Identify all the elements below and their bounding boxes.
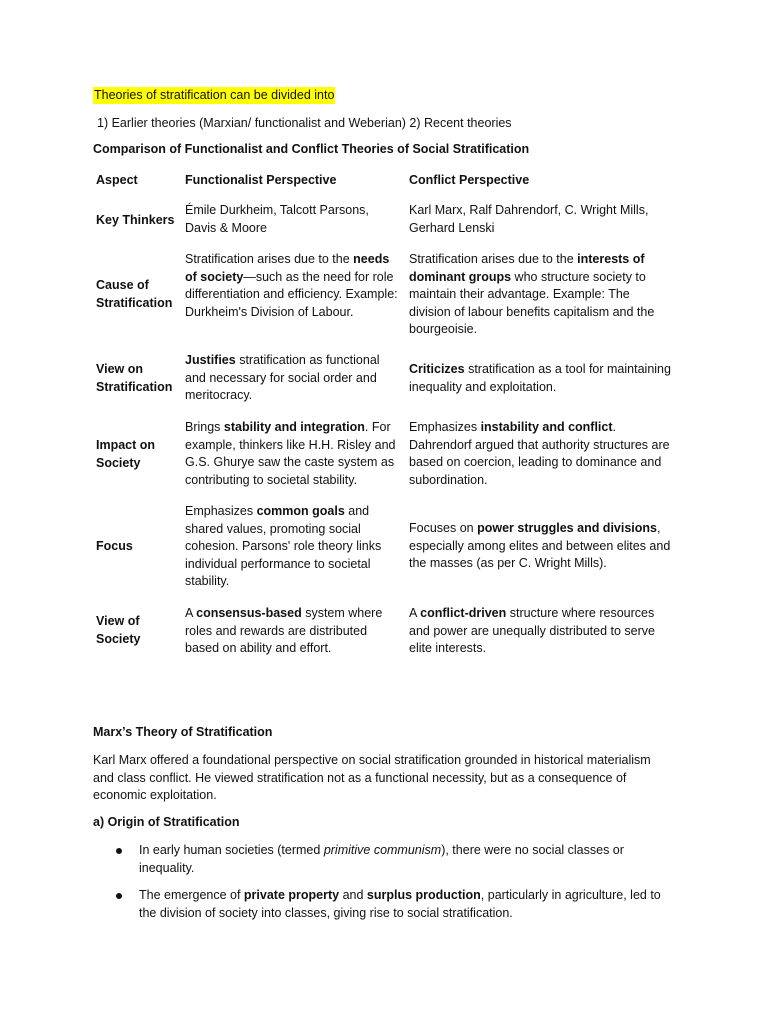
- text-run: Emphasizes: [185, 504, 257, 518]
- text-run: Emphasizes: [409, 420, 481, 434]
- row-functionalist: [185, 352, 403, 405]
- text-run: Émile Durkheim, Talcott Parsons, Davis & Moore: [185, 203, 369, 235]
- row-functionalist: [185, 503, 403, 591]
- list-item: [139, 887, 679, 922]
- bold-text: consensus-based: [196, 606, 302, 620]
- row-aspect: View on Stratification: [96, 362, 173, 394]
- text-run: stratification as a tool for maintaining inequality and exploitation.: [409, 362, 671, 394]
- text-run: . For example, thinkers like H.H. Risley and G.S. Ghurye saw the caste system as contributing to societal stability.: [185, 420, 396, 487]
- text-run: A: [409, 606, 421, 620]
- text-run: and: [339, 888, 367, 902]
- row-aspect: Key Thinkers: [96, 213, 175, 227]
- text-run: The emergence of: [139, 888, 244, 902]
- bold-text: instability and conflict: [480, 420, 613, 434]
- text-run: . Dahrendorf argued that authority structures are based on coercion, leading to dominance and subordination.: [409, 420, 670, 487]
- row-aspect: View of Society: [96, 614, 141, 646]
- text-run: In early human societies (termed: [139, 843, 324, 857]
- text-run: , particularly in agriculture, led to the division of society into classes, giving rise to social stratification.: [139, 888, 661, 920]
- text-run: system where roles and rewards are distributed based on ability and effort.: [185, 606, 383, 655]
- highlighted-heading: Theories of stratification can be divided into: [94, 88, 335, 102]
- row-functionalist: [185, 202, 403, 237]
- bold-text: surplus production: [366, 888, 481, 902]
- text-run: stratification as functional and necessary for social order and meritocracy.: [185, 353, 380, 402]
- text-run: structure where resources and power are unequally distributed to serve elite interests.: [409, 606, 655, 655]
- row-conflict: [409, 251, 674, 339]
- bold-text: stability and integration: [223, 420, 365, 434]
- row-conflict: [409, 419, 674, 489]
- italic-text: primitive communism: [323, 843, 442, 857]
- row-aspect: Focus: [96, 539, 133, 553]
- text-run: A: [185, 606, 197, 620]
- text-run: Focuses on: [409, 521, 478, 535]
- bold-text: needs of society: [185, 252, 390, 284]
- bold-text: interests of dominant groups: [409, 252, 645, 284]
- bold-text: common goals: [256, 504, 345, 518]
- bold-text: power struggles and divisions: [477, 521, 657, 535]
- header-aspect: Aspect: [96, 173, 138, 187]
- bullet-dot: [116, 848, 122, 854]
- subsection-title: a) Origin of Stratification: [93, 815, 240, 829]
- row-functionalist: [185, 605, 403, 658]
- intro-line: 1) Earlier theories (Marxian/ functionalist and Weberian) 2) Recent theories: [97, 116, 512, 130]
- row-conflict: [409, 605, 674, 658]
- row-functionalist: [185, 251, 403, 321]
- text-run: , especially among elites and between elites and the masses (as per C. Wright Mills).: [409, 521, 671, 570]
- header-functionalist: Functionalist Perspective: [185, 173, 337, 187]
- bold-text: Criticizes: [409, 362, 465, 376]
- row-aspect: Cause of Stratification: [96, 278, 173, 310]
- bold-text: private property: [243, 888, 340, 902]
- row-aspect: Impact on Society: [96, 438, 156, 470]
- list-item: [139, 842, 679, 877]
- text-run: who structure society to maintain their advantage. Example: The division of labour benefits capitalism and the bourgeoisie.: [409, 269, 655, 336]
- section-title: Marx’s Theory of Stratification: [93, 725, 273, 739]
- row-conflict: [409, 361, 674, 396]
- text-run: Stratification arises due to the: [185, 252, 354, 266]
- bullet-dot: [116, 893, 122, 899]
- table-title: Comparison of Functionalist and Conflict Theories of Social Stratification: [93, 142, 530, 156]
- row-conflict: [409, 520, 674, 573]
- text-run: and shared values, promoting social cohesion. Parsons' role theory links individual performance to societal stability.: [185, 504, 382, 588]
- text-run: Stratification arises due to the: [409, 252, 578, 266]
- section-paragraph: Karl Marx offered a foundational perspective on social stratification grounded in historical materialism and class conflict. He viewed stratification not as a functional necessity, but as a consequence of economic exploitation.: [93, 753, 651, 802]
- header-conflict: Conflict Perspective: [409, 173, 530, 187]
- text-run: —such as the need for role differentiation and efficiency. Example: Durkheim's Division of Labour.: [185, 269, 398, 319]
- text-run: ), there were no social classes or inequality.: [139, 843, 624, 875]
- bold-text: Justifies: [185, 353, 236, 367]
- row-functionalist: [185, 419, 403, 489]
- text-run: Karl Marx, Ralf Dahrendorf, C. Wright Mills, Gerhard Lenski: [409, 203, 649, 235]
- row-conflict: [409, 202, 674, 237]
- bold-text: conflict-driven: [420, 606, 507, 620]
- text-run: Brings: [185, 420, 224, 434]
